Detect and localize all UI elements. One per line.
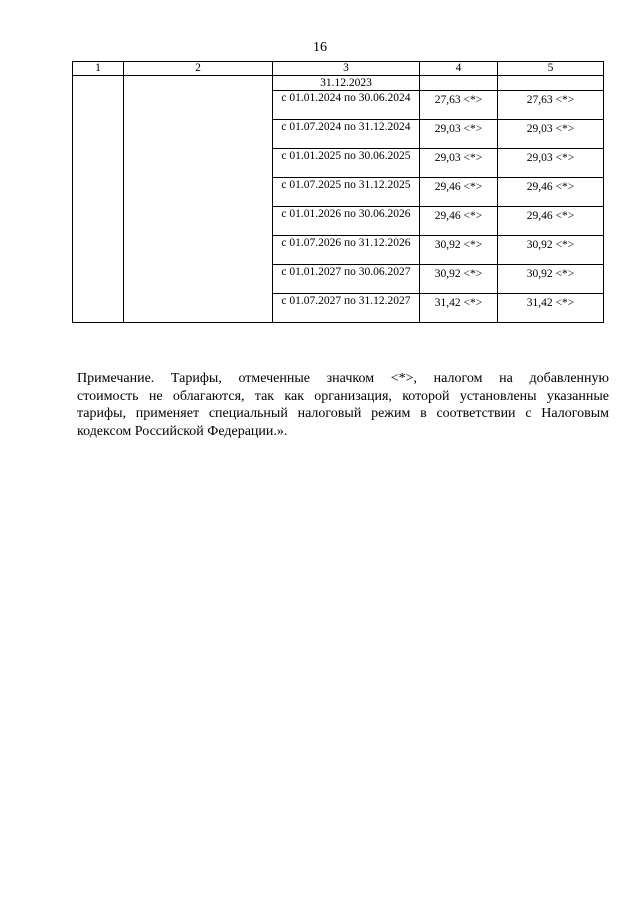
tariff-cell-col5: 29,46 <*> (498, 207, 604, 236)
tariff-cell-col4: 30,92 <*> (420, 265, 498, 294)
tariff-table (72, 61, 604, 323)
period-cell: с 01.01.2026 по 30.06.2026 (273, 207, 420, 236)
period-cell: с 01.07.2024 по 31.12.2024 (273, 120, 420, 149)
tariff-cell-col4: 30,92 <*> (420, 236, 498, 265)
column-2-cell (124, 76, 273, 323)
tariff-cell-col4: 31,42 <*> (420, 294, 498, 323)
period-cell: с 01.07.2025 по 31.12.2025 (273, 178, 420, 207)
column-header-1: 1 (73, 62, 124, 76)
note-line: Примечание. Тарифы, отмеченные значком <*>, налогом на добавленную (77, 371, 609, 386)
tariff-cell-col5: 29,03 <*> (498, 120, 604, 149)
note-line: стоимость не облагаются, так как организация, которой установлены указанные (77, 388, 609, 404)
tariff-cell-col4: 29,03 <*> (420, 120, 498, 149)
period-cell: с 01.01.2025 по 30.06.2025 (273, 149, 420, 178)
table-header-row (73, 62, 604, 76)
tariff-cell-col4: 27,63 <*> (420, 91, 498, 120)
tariff-cell-col5: 29,03 <*> (498, 149, 604, 178)
column-header-2: 2 (124, 62, 273, 76)
period-cell: 31.12.2023 (273, 76, 420, 91)
tariff-cell-col4: 29,46 <*> (420, 207, 498, 236)
tariff-cell-col5: 30,92 <*> (498, 265, 604, 294)
column-header-4: 4 (420, 62, 498, 76)
table-row (73, 76, 604, 91)
tariff-cell-col4: 29,03 <*> (420, 149, 498, 178)
period-cell: с 01.01.2027 по 30.06.2027 (273, 265, 420, 294)
column-header-5: 5 (498, 62, 604, 76)
tariff-cell-col5: 30,92 <*> (498, 236, 604, 265)
period-cell: с 01.07.2027 по 31.12.2027 (273, 294, 420, 323)
tariff-cell-col5: 27,63 <*> (498, 91, 604, 120)
period-cell: с 01.07.2026 по 31.12.2026 (273, 236, 420, 265)
tariff-cell-col4: 29,46 <*> (420, 178, 498, 207)
tariff-cell-col5: 31,42 <*> (498, 294, 604, 323)
tariff-cell-col5 (498, 76, 604, 91)
period-cell: с 01.01.2024 по 30.06.2024 (273, 91, 420, 120)
note-paragraph (77, 370, 609, 440)
note-line: кодексом Российской Федерации.». (77, 423, 288, 439)
column-header-3: 3 (273, 62, 420, 76)
column-1-cell (73, 76, 124, 323)
page-number: 16 (313, 40, 327, 55)
tariff-cell-col5: 29,46 <*> (498, 178, 604, 207)
tariff-cell-col4 (420, 76, 498, 91)
note-line: тарифы, применяет специальный налоговый режим в соответствии с Налоговым (77, 406, 609, 421)
